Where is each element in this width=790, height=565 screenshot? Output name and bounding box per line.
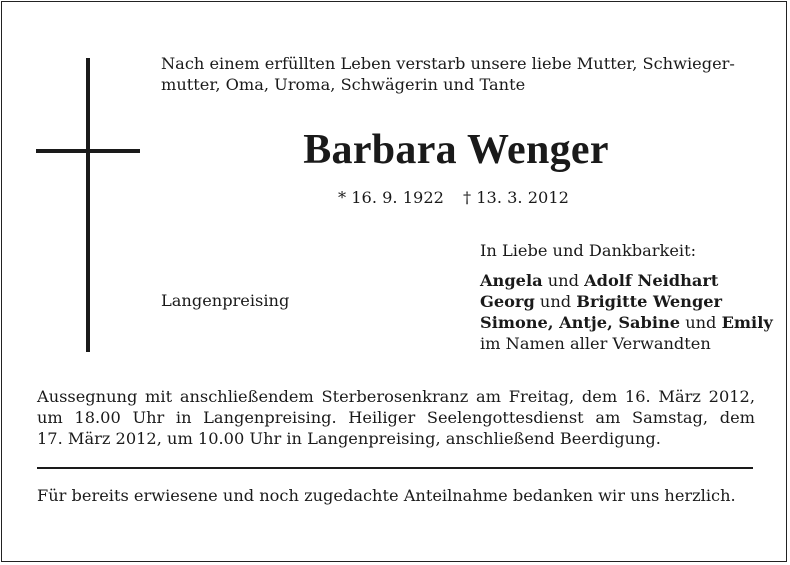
birth-date: * 16. 9. 1922 (338, 188, 444, 207)
mourners-line-3 (480, 312, 773, 333)
mourner-name: Brigitte Wenger (576, 292, 723, 311)
cross-vertical-bar (86, 58, 90, 352)
conjunction: und (534, 292, 577, 311)
mourner-name: Georg (480, 292, 535, 311)
mourners-list (480, 270, 773, 354)
mourners-line-2 (480, 291, 773, 312)
mourner-name: Simone, Antje, Sabine (480, 313, 681, 332)
funeral-line-1: Aussegnung mit anschließendem Sterberosenkranz am Freitag, dem 16. März 2012, (37, 387, 755, 406)
intro-line-1: Nach einem erfüllten Leben verstarb unsere liebe Mutter, Schwieger- (161, 54, 735, 73)
intro-line-2: mutter, Oma, Uroma, Schwägerin und Tante (161, 75, 526, 94)
cross-horizontal-bar (36, 149, 140, 153)
deceased-name: Barbara Wenger (303, 127, 609, 173)
mourner-name: Adolf Neidhart (584, 271, 719, 290)
mourners-line-4: im Namen aller Verwandten (480, 334, 711, 353)
intro-text (161, 53, 761, 95)
mourner-name: Emily (721, 313, 773, 332)
death-date: † 13. 3. 2012 (463, 188, 569, 207)
funeral-line-2: um 18.00 Uhr in Langenpreising. Heiliger Seelengottesdienst am Samstag, dem (37, 408, 755, 427)
mourners-heading: In Liebe und Dankbarkeit: (480, 241, 697, 260)
funeral-details (37, 386, 755, 449)
conjunction: und (680, 313, 722, 332)
conjunction: und (542, 271, 585, 290)
funeral-line-3: 17. März 2012, um 10.00 Uhr in Langenpreising, anschließend Beerdigung. (37, 429, 661, 448)
place-name: Langenpreising (161, 291, 290, 310)
divider (37, 467, 753, 469)
mourners-line-1 (480, 270, 773, 291)
thanks-text: Für bereits erwiesene und noch zugedachte Anteilnahme bedanken wir uns herzlich. (37, 486, 736, 505)
mourner-name: Angela (480, 271, 543, 290)
